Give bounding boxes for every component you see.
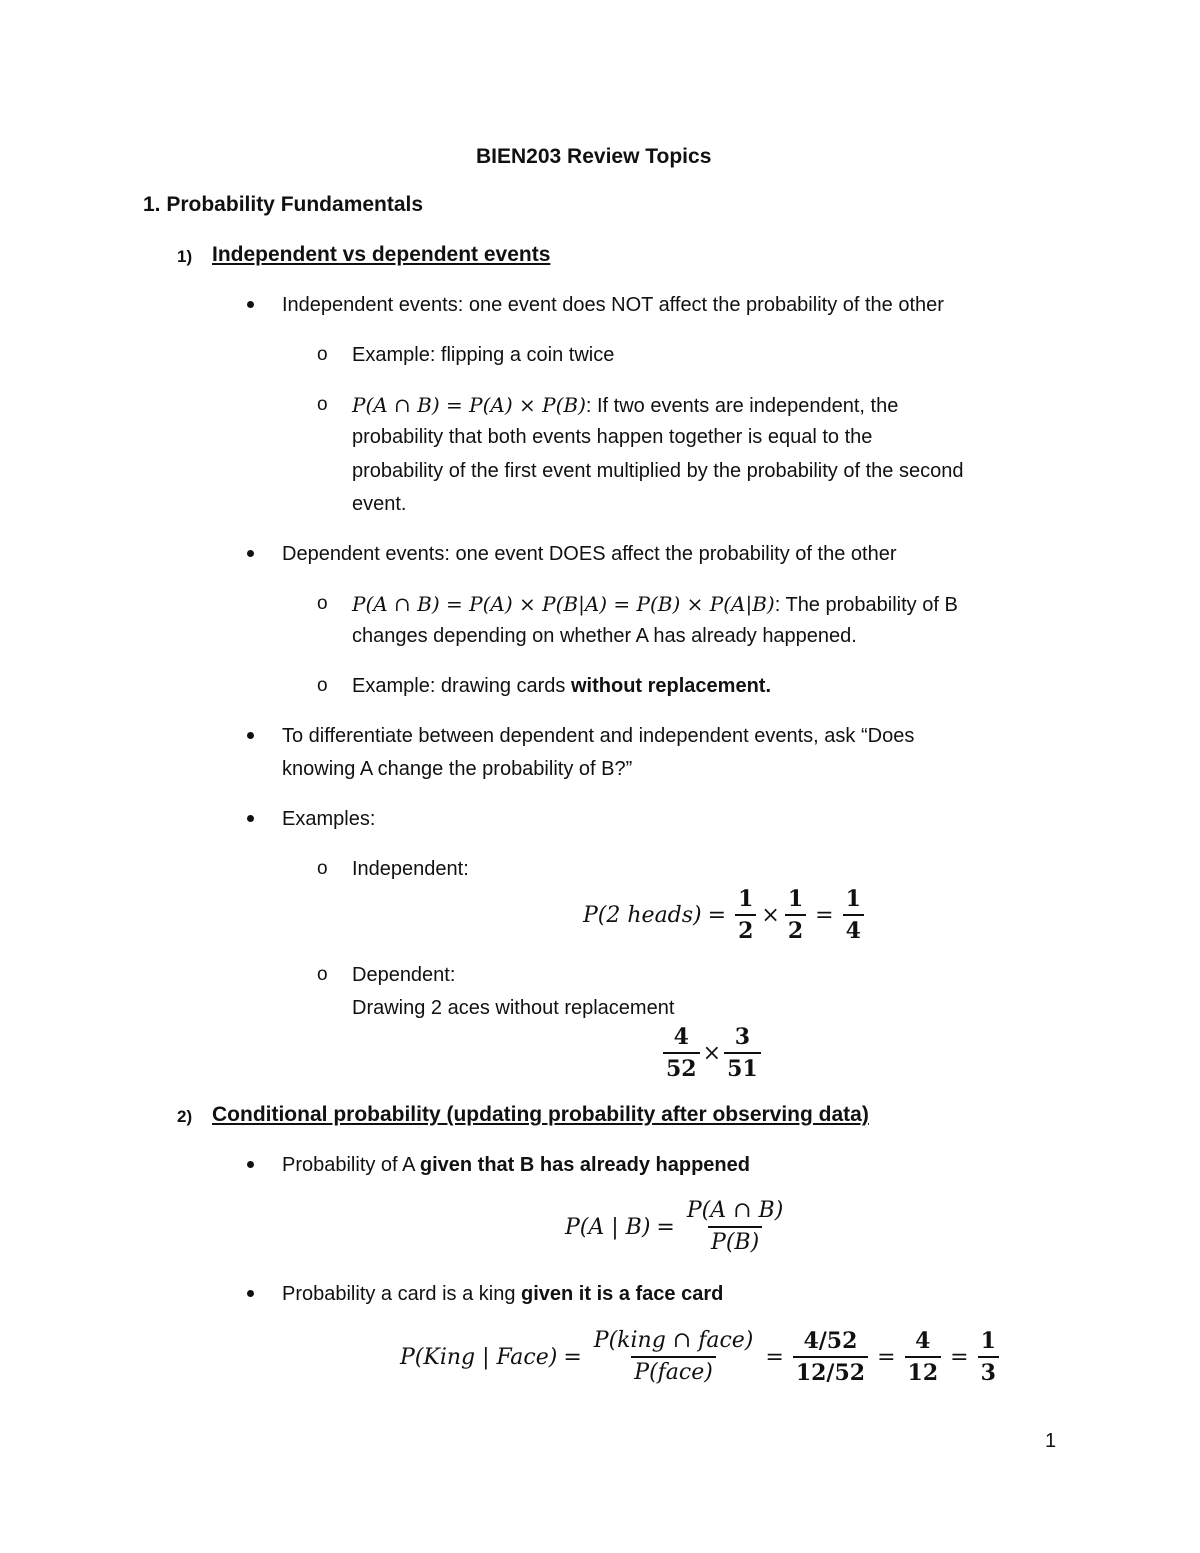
bullet-text: To differentiate between dependent and independent events, ask “Does: [282, 725, 915, 747]
bullet-text: knowing A change the probability of B?”: [282, 758, 633, 780]
bullet-icon: [247, 550, 254, 557]
sub-bullet-text: probability that both events happen together is equal to the: [352, 426, 873, 448]
sub-bullet-text: Example: drawing cards without replacement.: [352, 675, 772, 697]
fraction: $\frac{4}{52}$: [663, 1022, 700, 1084]
fraction: $\frac{1}{4}$: [843, 884, 864, 946]
page-number: 1: [1045, 1430, 1057, 1452]
sub-bullet-text: event.: [352, 493, 407, 515]
fraction: $\frac{1}{2}$: [785, 884, 806, 946]
sub-bullet-text: Independent:: [352, 858, 469, 880]
bullet-icon: [247, 301, 254, 308]
equation-king-given-face: P(King | Face) = $\frac{\text{P(king ∩ face)}}{\text{P(face)}}$ = $\frac{4/52}{12/52}$ = $\frac{4}{12}$ = $\frac{1}{3}$: [400, 1326, 1002, 1388]
subsection-number: 2): [177, 1107, 193, 1126]
circle-bullet-icon: o: [317, 675, 328, 696]
fraction: $\frac{4/52}{12/52}$: [793, 1326, 868, 1388]
sub-bullet-text: P(A ∩ B) = P(A) × P(B|A) = P(B) × P(A|B): The probability of B: [352, 592, 958, 616]
fraction: $\frac{\text{P(king ∩ face)}}{\text{P(face)}}$: [591, 1326, 757, 1388]
equation-two-heads: P(2 heads) = $\frac{1}{2}$ × $\frac{1}{2}$ = $\frac{1}{4}$: [583, 884, 867, 946]
subsection-title: Independent vs dependent events: [212, 243, 551, 266]
sub-bullet-text: P(A ∩ B) = P(A) × P(B): If two events are independent, the: [352, 393, 899, 417]
section-heading: 1. Probability Fundamentals: [143, 193, 424, 216]
fraction: $\frac{P(A \cap B)}{P(B)}$: [684, 1196, 786, 1258]
bullet-icon: [247, 1161, 254, 1168]
sub-bullet-text: Example: flipping a coin twice: [352, 344, 615, 366]
circle-bullet-icon: o: [317, 394, 328, 415]
subsection-title: Conditional probability (updating probability after observing data): [212, 1103, 869, 1126]
sub-bullet-text: Drawing 2 aces without replacement: [352, 997, 675, 1019]
fraction: $\frac{1}{2}$: [735, 884, 756, 946]
fraction: $\frac{1}{3}$: [978, 1326, 999, 1388]
bullet-icon: [247, 1290, 254, 1297]
bullet-text: Probability of A given that B has already happened: [282, 1154, 750, 1176]
sub-bullet-text: changes depending on whether A has already happened.: [352, 625, 857, 647]
fraction: $\frac{3}{51}$: [724, 1022, 761, 1084]
document-title: BIEN203 Review Topics: [476, 145, 712, 168]
bullet-text: Dependent events: one event DOES affect the probability of the other: [282, 543, 897, 565]
fraction: $\frac{4}{12}$: [905, 1326, 942, 1388]
circle-bullet-icon: o: [317, 858, 328, 879]
equation-conditional: P(A | B) = $\frac{P(A \cap B)}{P(B)}$: [565, 1196, 789, 1258]
bullet-icon: [247, 732, 254, 739]
formula-independent: P(A ∩ B) = P(A) × P(B): [352, 393, 586, 417]
bullet-text: Examples:: [282, 808, 376, 830]
circle-bullet-icon: o: [317, 964, 328, 985]
bullet-icon: [247, 815, 254, 822]
sub-bullet-text: Dependent:: [352, 964, 456, 986]
sub-bullet-text: probability of the first event multiplied by the probability of the second: [352, 460, 964, 482]
bullet-text: Independent events: one event does NOT affect the probability of the other: [282, 294, 944, 316]
circle-bullet-icon: o: [317, 593, 328, 614]
formula-dependent: P(A ∩ B) = P(A) × P(B|A) = P(B) × P(A|B): [352, 592, 775, 616]
subsection-number: 1): [177, 247, 193, 266]
equation-two-aces: $\frac{4}{52}$ × $\frac{3}{51}$: [660, 1022, 764, 1084]
circle-bullet-icon: o: [317, 344, 328, 365]
bullet-text: Probability a card is a king given it is a face card: [282, 1283, 724, 1305]
